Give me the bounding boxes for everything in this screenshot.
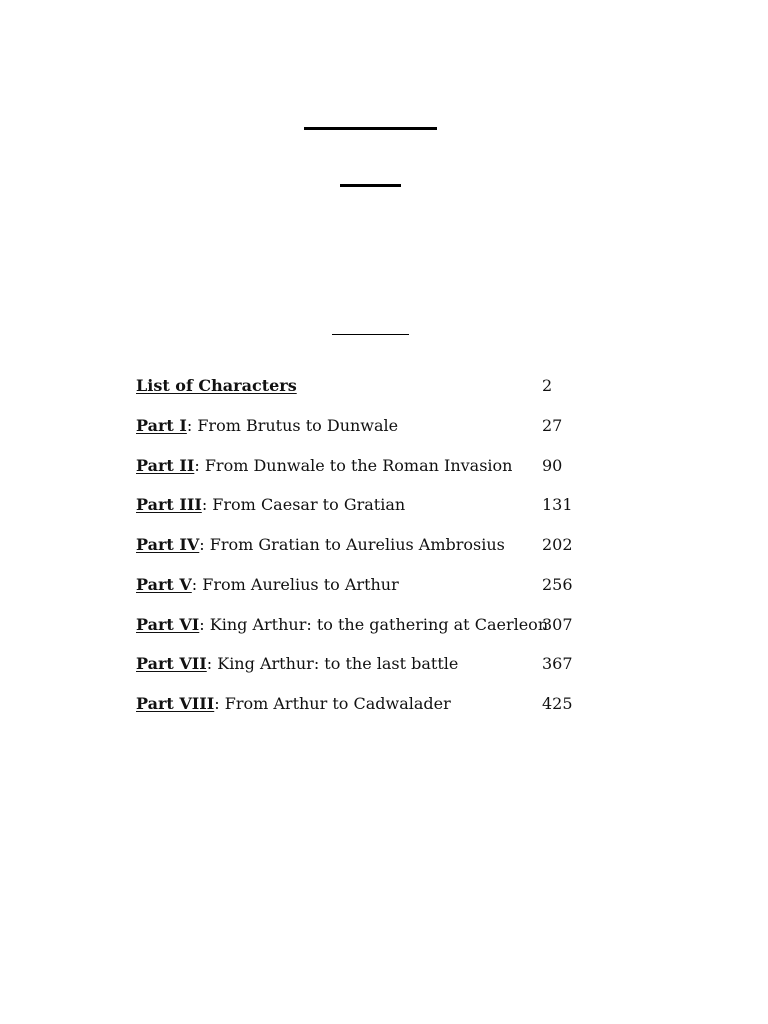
toc-entry-text — [136, 414, 398, 438]
toc-entry-part-2[interactable] — [136, 454, 596, 494]
toc-entry-text — [136, 533, 505, 557]
toc-entry-label[interactable]: Part V — [136, 574, 192, 594]
toc-entry-title: King Arthur: to the gathering at Caerleon — [209, 614, 549, 634]
toc-entry-text — [136, 652, 458, 676]
toc-page-number: 2 — [542, 376, 553, 395]
toc-entry-separator: : — [201, 495, 213, 515]
toc-entry-separator: : — [199, 535, 210, 554]
toc-entry-label[interactable]: Part VII — [136, 654, 207, 674]
toc-entry-text — [136, 692, 451, 716]
toc-entry-part-4[interactable] — [136, 533, 596, 573]
toc-entry-part-1[interactable] — [136, 414, 596, 454]
table-of-contents — [136, 374, 596, 732]
toc-entry-list-of-characters[interactable] — [136, 374, 596, 414]
toc-page-number: 367 — [542, 654, 573, 674]
contents-heading-rule — [332, 334, 409, 335]
title-rule — [304, 127, 437, 130]
toc-entry-title: From Gratian to Aurelius Ambrosius — [209, 535, 505, 554]
toc-entry-text — [136, 613, 548, 637]
toc-entry-label[interactable]: Part VI — [136, 614, 200, 634]
toc-page-number: 27 — [542, 415, 563, 435]
toc-entry-separator: : — [194, 455, 205, 475]
toc-page-number: 131 — [542, 495, 573, 515]
toc-entry-title: From Arthur to Cadwalader — [224, 694, 451, 713]
subtitle-rule — [340, 184, 401, 187]
toc-entry-part-7[interactable] — [136, 652, 596, 692]
toc-entry-text — [136, 374, 297, 398]
toc-entry-separator: : — [199, 614, 210, 634]
toc-entry-label[interactable]: List of Characters — [136, 376, 297, 395]
toc-entry-part-6[interactable] — [136, 613, 596, 653]
toc-entry-text — [136, 573, 399, 597]
toc-entry-label[interactable]: Part IV — [136, 535, 200, 554]
toc-entry-part-8[interactable] — [136, 692, 596, 732]
toc-entry-separator: : — [214, 694, 225, 713]
toc-entry-title: From Caesar to Gratian — [212, 495, 406, 515]
toc-entry-text — [136, 493, 405, 517]
toc-entry-separator: : — [191, 574, 203, 594]
toc-entry-title: King Arthur: to the last battle — [217, 654, 459, 674]
toc-entry-title: From Brutus to Dunwale — [197, 415, 399, 435]
toc-entry-title: From Dunwale to the Roman Invasion — [204, 455, 513, 475]
toc-entry-separator: : — [206, 654, 218, 674]
toc-entry-label[interactable]: Part I — [136, 415, 187, 435]
toc-page-number: 202 — [542, 535, 573, 554]
toc-entry-label[interactable]: Part III — [136, 495, 202, 515]
toc-page-number: 256 — [542, 574, 573, 594]
toc-entry-separator: : — [186, 415, 198, 435]
toc-page-number: 90 — [542, 455, 563, 475]
toc-entry-label[interactable]: Part VIII — [136, 694, 215, 713]
toc-entry-text — [136, 454, 512, 478]
toc-entry-part-3[interactable] — [136, 493, 596, 533]
toc-page-number: 425 — [542, 694, 573, 713]
toc-entry-label[interactable]: Part II — [136, 455, 195, 475]
toc-entry-title: From Aurelius to Arthur — [202, 574, 399, 594]
toc-entry-part-5[interactable] — [136, 573, 596, 613]
toc-page-number: 307 — [542, 614, 573, 634]
